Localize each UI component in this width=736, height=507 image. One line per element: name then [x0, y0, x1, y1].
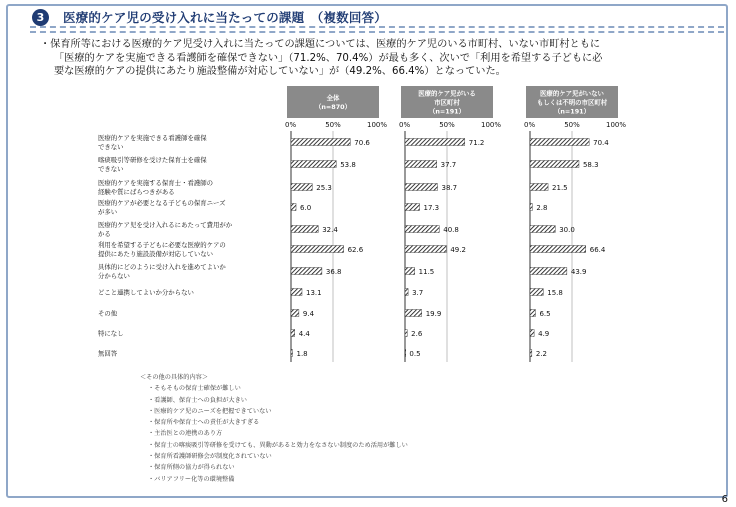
data-label: 2.6: [411, 329, 423, 338]
category-label: 医療的ケアが必要となる子どもの保育ニーズ: [98, 199, 226, 207]
bar: [405, 268, 415, 275]
bar: [530, 226, 555, 233]
data-label: 6.5: [539, 309, 551, 318]
bar: [530, 330, 534, 337]
page-number: 6: [721, 494, 728, 505]
data-label: 38.7: [441, 183, 458, 192]
data-label: 4.9: [538, 329, 550, 338]
category-label: 分からない: [98, 272, 130, 280]
data-label: 0.5: [409, 349, 421, 358]
data-label: 11.5: [418, 267, 435, 276]
category-label: 医療的ケア児を受け入れるにあたって費用がか: [98, 221, 233, 229]
data-label: 58.3: [582, 160, 599, 169]
other-details-notes: [140, 372, 408, 485]
bar: [291, 289, 302, 296]
data-label: 40.8: [443, 225, 459, 234]
data-label: 32.4: [322, 225, 338, 234]
series-header-text: 医療的ケア児がいない: [540, 89, 604, 98]
data-label: 3.7: [412, 288, 424, 297]
axis-tick-label: 0%: [524, 121, 536, 129]
bar: [405, 330, 407, 337]
series-header-text: 医療的ケア児がいる: [418, 89, 476, 98]
bar: [405, 350, 406, 357]
category-label: かる: [98, 230, 111, 238]
notes-item: ・保育所側の協力が得られない: [148, 464, 235, 472]
data-label: 70.6: [354, 138, 370, 147]
series-header-text: もしくは不明の市区町村: [536, 98, 608, 107]
data-label: 71.2: [468, 138, 485, 147]
bar: [291, 161, 336, 168]
bar: [291, 204, 296, 211]
series-header-text: （n=191）: [428, 107, 466, 116]
section-number-badge: 3: [32, 9, 49, 26]
bar: [405, 204, 420, 211]
data-label: 37.7: [440, 160, 457, 169]
notes-heading: ＜その他の具体的内容＞: [140, 374, 209, 381]
bar: [291, 246, 344, 253]
category-label: 喀痰吸引等研修を受けた保育士を確保: [98, 156, 207, 164]
axis-tick-label: 50%: [564, 121, 580, 129]
bar: [291, 184, 312, 191]
data-label: 2.2: [535, 349, 547, 358]
bar: [291, 330, 295, 337]
data-label: 4.4: [298, 329, 310, 338]
bar: [530, 268, 567, 275]
axis-tick-label: 50%: [439, 121, 455, 129]
notes-item: ・そもそもの保育士確保が難しい: [148, 385, 241, 393]
category-label: できない: [98, 143, 124, 151]
axis-tick-label: 100%: [605, 121, 627, 129]
data-label: 49.2: [450, 245, 466, 254]
category-label: 医療的ケアを実施する保育士・看護師の: [98, 179, 214, 187]
data-label: 43.9: [570, 267, 587, 276]
data-label: 17.3: [423, 203, 440, 212]
axis-tick-label: 0%: [285, 121, 297, 129]
bar: [405, 226, 439, 233]
summary-line-2: 「医療的ケアを実施できる看護師を確保できない」（71.2%、70.4%）が最も多く、次いで「利用を希望する子どもに必: [54, 52, 603, 64]
bar: [530, 204, 532, 211]
category-label: 経験や質にばらつきがある: [98, 188, 175, 196]
category-label: が多い: [98, 208, 118, 216]
bar: [405, 289, 408, 296]
bar: [530, 350, 532, 357]
data-label: 25.3: [316, 183, 332, 192]
category-label: 医療的ケアを実施できる看護師を確保: [98, 134, 207, 142]
notes-item: ・主治医との連携のあり方: [148, 430, 223, 438]
axis-tick-label: 100%: [480, 121, 502, 129]
bar: [405, 184, 438, 191]
data-label: 66.4: [589, 245, 606, 254]
series-header-text: 全体: [326, 94, 340, 102]
section-title: 医療的ケア児の受け入れに当たっての課題 （複数回答）: [63, 10, 387, 25]
data-label: 30.0: [559, 225, 575, 234]
bar: [530, 310, 535, 317]
bar: [530, 139, 589, 146]
bar: [291, 139, 350, 146]
series-header-text: 市区町村: [434, 98, 460, 107]
bar: [405, 161, 437, 168]
category-label: 特になし: [98, 329, 124, 338]
data-label: 53.8: [340, 160, 356, 169]
category-label: 提供にあたり施設設備が対応していない: [98, 250, 214, 258]
notes-item: ・保育所看護師研修会が制度化されていない: [148, 453, 272, 461]
data-label: 9.4: [302, 309, 315, 318]
data-label: 1.8: [296, 349, 308, 358]
category-label: その他: [98, 309, 118, 318]
bar: [530, 289, 543, 296]
category-label: 無回答: [98, 349, 118, 358]
bar: [405, 310, 422, 317]
data-label: 2.8: [536, 203, 548, 212]
category-label: 利用を希望する子どもに必要な医療的ケアの: [98, 241, 226, 249]
axis-tick-label: 100%: [366, 121, 388, 129]
data-label: 19.9: [425, 309, 442, 318]
data-label: 6.0: [300, 203, 312, 212]
summary-line-3: 要な医療的ケアの提供にあたり施設整備が対応していない」が（49.2%、66.4%）となっていた。: [54, 66, 506, 77]
axis-tick-label: 0%: [399, 121, 411, 129]
data-label: 62.6: [347, 245, 364, 254]
category-label: 具体的にどのように受け入れを進めてよいか: [98, 263, 226, 271]
notes-item: ・看護師、保育士への負担が大きい: [148, 396, 247, 404]
series-header-text: （n=870）: [314, 103, 352, 111]
notes-item: ・バリアフリー化等の環境整備: [148, 475, 235, 483]
bar: [291, 350, 293, 357]
series-header-text: （n=191）: [553, 107, 591, 116]
bar: [291, 268, 322, 275]
category-label: できない: [98, 165, 124, 173]
data-label: 15.8: [547, 288, 563, 297]
notes-item: ・医療的ケア児のニーズを把握できていない: [148, 407, 272, 415]
data-label: 70.4: [593, 138, 609, 147]
axis-tick-label: 50%: [325, 121, 341, 129]
bar: [291, 226, 318, 233]
data-label: 36.8: [325, 267, 342, 276]
bar: [405, 246, 446, 253]
series-header-box: [287, 86, 379, 118]
summary-line-1: ・保育所等における医療的ケア児受け入れに当たっての課題については、医療的ケア児のいる市町村、いない市町村ともに: [40, 39, 601, 50]
category-label: どこと連携してよいか分からない: [98, 288, 194, 297]
bar: [530, 184, 548, 191]
notes-item: ・保育士の喀痰吸引等研修を受けても、異動があると効力をなさない制度のため活用が難しい: [148, 441, 408, 449]
notes-item: ・保育所や保育士への責任が大きすぎる: [148, 419, 260, 427]
data-label: 21.5: [552, 183, 568, 192]
bar: [291, 310, 299, 317]
bar: [405, 139, 465, 146]
bar: [530, 161, 579, 168]
bar: [530, 246, 586, 253]
data-label: 13.1: [306, 288, 322, 297]
